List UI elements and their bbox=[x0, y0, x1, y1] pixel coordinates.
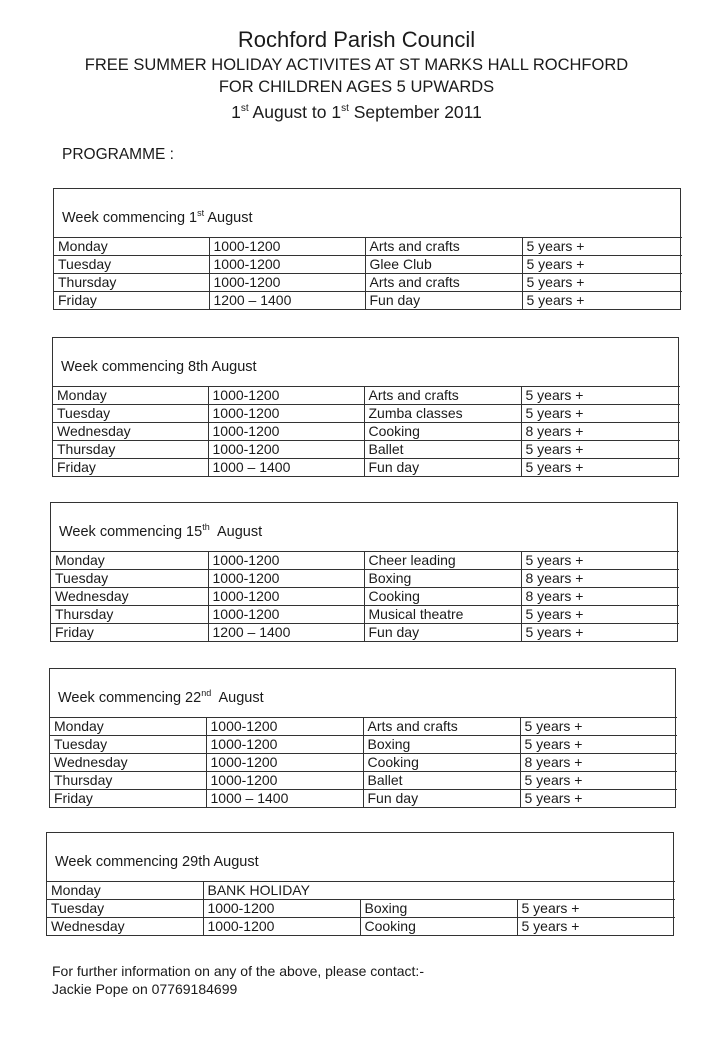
time-cell: BANK HOLIDAY bbox=[203, 882, 675, 900]
day-cell: Wednesday bbox=[47, 918, 203, 936]
time-cell: 1000 – 1400 bbox=[206, 790, 363, 808]
age-cell: 8 years + bbox=[521, 423, 680, 441]
programme-label: PROGRAMME : bbox=[62, 146, 174, 163]
activity-cell: Arts and crafts bbox=[365, 238, 522, 256]
activity-cell: Zumba classes bbox=[364, 405, 521, 423]
activity-cell: Boxing bbox=[363, 736, 520, 754]
week-table bbox=[53, 386, 680, 476]
table-row bbox=[51, 552, 679, 570]
time-cell: 1000-1200 bbox=[206, 718, 363, 736]
council-title: Rochford Parish Council bbox=[237, 27, 476, 52]
table-row bbox=[53, 459, 680, 477]
time-cell: 1200 – 1400 bbox=[208, 624, 364, 642]
activity-cell: Ballet bbox=[364, 441, 521, 459]
week-title: Week commencing 8th August bbox=[61, 358, 257, 375]
age-heading: FOR CHILDREN AGES 5 UPWARDS bbox=[218, 78, 495, 96]
age-cell: 8 years + bbox=[521, 588, 679, 606]
day-cell: Monday bbox=[50, 718, 206, 736]
time-cell: 1000-1200 bbox=[208, 387, 364, 405]
day-cell: Tuesday bbox=[50, 736, 206, 754]
time-cell: 1000-1200 bbox=[209, 256, 365, 274]
day-cell: Monday bbox=[54, 238, 209, 256]
activity-cell: Arts and crafts bbox=[364, 387, 521, 405]
age-cell: 5 years + bbox=[521, 552, 679, 570]
week-title: Week commencing 15th August bbox=[59, 522, 263, 540]
day-cell: Thursday bbox=[54, 274, 209, 292]
table-row bbox=[50, 772, 677, 790]
time-cell: 1000 – 1400 bbox=[208, 459, 364, 477]
activity-cell: Boxing bbox=[364, 570, 521, 588]
table-row bbox=[54, 238, 682, 256]
age-cell: 5 years + bbox=[522, 274, 682, 292]
week-title: Week commencing 1st August bbox=[62, 208, 253, 226]
time-cell: 1000-1200 bbox=[209, 238, 365, 256]
activity-cell: Arts and crafts bbox=[363, 718, 520, 736]
day-cell: Wednesday bbox=[51, 588, 208, 606]
week-title: Week commencing 29th August bbox=[55, 853, 259, 870]
day-cell: Tuesday bbox=[54, 256, 209, 274]
activity-cell: Arts and crafts bbox=[365, 274, 522, 292]
table-row bbox=[50, 754, 677, 772]
day-cell: Friday bbox=[51, 624, 208, 642]
table-row bbox=[53, 387, 680, 405]
table-row bbox=[51, 606, 679, 624]
table-row bbox=[54, 292, 682, 310]
age-cell: 5 years + bbox=[517, 918, 675, 936]
day-cell: Thursday bbox=[51, 606, 208, 624]
time-cell: 1000-1200 bbox=[206, 736, 363, 754]
activity-cell: Fun day bbox=[363, 790, 520, 808]
time-cell: 1000-1200 bbox=[208, 552, 364, 570]
week-table bbox=[47, 881, 675, 935]
age-cell: 5 years + bbox=[520, 790, 677, 808]
activity-cell: Ballet bbox=[363, 772, 520, 790]
time-cell: 1000-1200 bbox=[206, 772, 363, 790]
age-cell: 5 years + bbox=[521, 387, 680, 405]
activity-cell: Glee Club bbox=[365, 256, 522, 274]
activity-cell: Cheer leading bbox=[364, 552, 521, 570]
time-cell: 1000-1200 bbox=[206, 754, 363, 772]
week-block bbox=[53, 188, 681, 310]
week-table bbox=[51, 551, 679, 641]
activity-cell: Fun day bbox=[365, 292, 522, 310]
day-cell: Tuesday bbox=[51, 570, 208, 588]
time-cell: 1000-1200 bbox=[208, 570, 364, 588]
activity-cell: Cooking bbox=[363, 754, 520, 772]
day-cell: Tuesday bbox=[53, 405, 208, 423]
week-table bbox=[54, 237, 682, 309]
table-row bbox=[50, 736, 677, 754]
activity-cell: Cooking bbox=[364, 588, 521, 606]
age-cell: 5 years + bbox=[522, 238, 682, 256]
age-cell: 5 years + bbox=[520, 736, 677, 754]
time-cell: 1000-1200 bbox=[203, 918, 360, 936]
time-cell: 1000-1200 bbox=[208, 423, 364, 441]
age-cell: 5 years + bbox=[522, 292, 682, 310]
age-cell: 5 years + bbox=[521, 624, 679, 642]
table-row bbox=[53, 423, 680, 441]
day-cell: Monday bbox=[51, 552, 208, 570]
day-cell: Friday bbox=[50, 790, 206, 808]
time-cell: 1000-1200 bbox=[208, 405, 364, 423]
document-header bbox=[0, 26, 713, 123]
date-range: 1st August to 1st September 2011 bbox=[231, 101, 482, 122]
day-cell: Thursday bbox=[53, 441, 208, 459]
day-cell: Thursday bbox=[50, 772, 206, 790]
time-cell: 1000-1200 bbox=[208, 606, 364, 624]
table-row bbox=[51, 588, 679, 606]
age-cell: 5 years + bbox=[522, 256, 682, 274]
contact-line: For further information on any of the above, please contact:- bbox=[52, 963, 424, 979]
time-cell: 1000-1200 bbox=[209, 274, 365, 292]
age-cell: 8 years + bbox=[521, 570, 679, 588]
day-cell: Friday bbox=[54, 292, 209, 310]
table-row bbox=[51, 570, 679, 588]
contact-info bbox=[52, 962, 424, 998]
time-cell: 1000-1200 bbox=[203, 900, 360, 918]
contact-name-phone: Jackie Pope on 07769184699 bbox=[52, 981, 238, 997]
week-block bbox=[49, 668, 676, 808]
age-cell: 5 years + bbox=[520, 718, 677, 736]
table-row bbox=[50, 718, 677, 736]
day-cell: Wednesday bbox=[53, 423, 208, 441]
day-cell: Tuesday bbox=[47, 900, 203, 918]
week-block bbox=[50, 502, 678, 642]
time-cell: 1000-1200 bbox=[208, 441, 364, 459]
activities-heading: FREE SUMMER HOLIDAY ACTIVITES AT ST MARKS HALL ROCHFORD bbox=[84, 56, 629, 74]
time-cell: 1000-1200 bbox=[208, 588, 364, 606]
day-cell: Friday bbox=[53, 459, 208, 477]
age-cell: 5 years + bbox=[517, 900, 675, 918]
activity-cell: Fun day bbox=[364, 459, 521, 477]
table-row bbox=[53, 405, 680, 423]
activity-cell: Musical theatre bbox=[364, 606, 521, 624]
activity-cell: Cooking bbox=[360, 918, 517, 936]
week-title: Week commencing 22nd August bbox=[58, 688, 264, 706]
table-row bbox=[54, 256, 682, 274]
table-row bbox=[47, 882, 675, 900]
activity-cell: Cooking bbox=[364, 423, 521, 441]
table-row bbox=[54, 274, 682, 292]
table-row bbox=[47, 900, 675, 918]
table-row bbox=[53, 441, 680, 459]
table-row bbox=[47, 918, 675, 936]
day-cell: Monday bbox=[53, 387, 208, 405]
activity-cell: Boxing bbox=[360, 900, 517, 918]
age-cell: 8 years + bbox=[520, 754, 677, 772]
day-cell: Monday bbox=[47, 882, 203, 900]
age-cell: 5 years + bbox=[521, 459, 680, 477]
time-cell: 1200 – 1400 bbox=[209, 292, 365, 310]
week-block bbox=[52, 337, 679, 477]
age-cell: 5 years + bbox=[521, 405, 680, 423]
day-cell: Wednesday bbox=[50, 754, 206, 772]
week-table bbox=[50, 717, 677, 807]
table-row bbox=[50, 790, 677, 808]
week-block bbox=[46, 832, 674, 936]
age-cell: 5 years + bbox=[521, 441, 680, 459]
activity-cell: Fun day bbox=[364, 624, 521, 642]
age-cell: 5 years + bbox=[520, 772, 677, 790]
table-row bbox=[51, 624, 679, 642]
age-cell: 5 years + bbox=[521, 606, 679, 624]
